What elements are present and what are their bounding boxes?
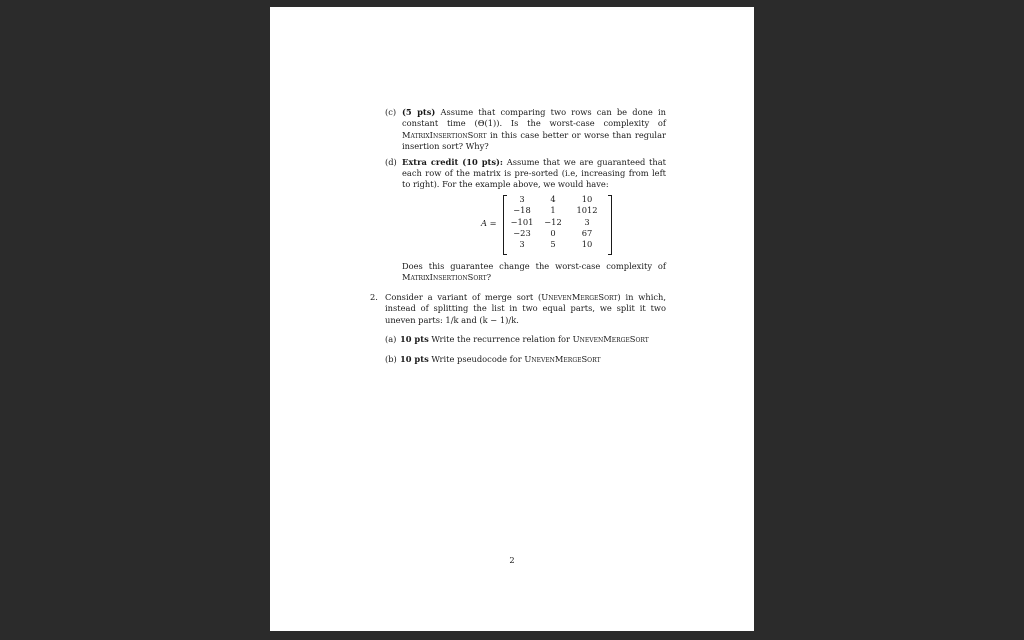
problem-2-part-b-label: (b) — [385, 354, 397, 365]
part-d-points: Extra credit (10 pts): — [402, 156, 503, 167]
page-content — [370, 107, 666, 374]
matrix-display — [402, 194, 666, 256]
part-d-text — [402, 157, 666, 191]
problem-2-label: 2. — [370, 291, 378, 302]
part-d-body: Assume that we are guaranteed that each row of the matrix is pre-sorted (i.e, increasing from left to right). For the example above, we would have: — [402, 156, 666, 190]
part-d-question: Does this guarantee change the worst-case complexity of MatrixInsertionSort? — [402, 260, 666, 283]
part-c — [370, 107, 666, 153]
matrix-row — [506, 194, 606, 205]
matrix-right-bracket — [608, 195, 612, 255]
matrix-cell: −101 — [510, 216, 534, 227]
matrix-cell: 3 — [584, 216, 590, 227]
matrix-cell: −23 — [513, 228, 531, 239]
matrix-cell: 3 — [519, 239, 525, 250]
matrix-cell: 5 — [550, 239, 556, 250]
matrix-cell: 67 — [581, 228, 593, 239]
matrix-cell: 4 — [550, 193, 556, 204]
document-page — [270, 7, 754, 631]
matrix-cell: −18 — [513, 205, 531, 216]
matrix-label: A = — [481, 217, 497, 228]
problem-2 — [370, 292, 666, 326]
problem-2-part-b — [370, 354, 666, 365]
matrix-cell: 10 — [581, 193, 593, 204]
matrix-cell: 0 — [550, 228, 556, 239]
page-number: 2 — [509, 555, 515, 565]
part-c-points: (5 pts) — [402, 107, 436, 117]
matrix-row — [506, 217, 606, 228]
matrix-cell: 3 — [519, 193, 525, 204]
part-d — [370, 157, 666, 284]
part-c-label: (c) — [385, 107, 397, 117]
matrix-row — [506, 205, 606, 216]
matrix-cell: 10 — [581, 239, 593, 250]
problem-2-part-b-text: 10 pts Write pseudocode for UnevenMergeSort — [400, 354, 601, 365]
part-c-text-2: in this case better or worse than regular insertion sort? Why? — [402, 129, 666, 152]
problem-2-algo: UnevenMergeSort — [541, 291, 618, 302]
part-c-text — [402, 107, 666, 153]
part-d-label: (d) — [385, 156, 397, 167]
problem-2-part-a-text: 10 pts Write the recurrence relation for UnevenMergeSort — [400, 334, 649, 345]
matrix-row — [506, 228, 606, 239]
part-c-algo: MatrixInsertionSort — [402, 129, 487, 140]
matrix-table — [506, 194, 606, 251]
problem-2-text: Consider a variant of merge sort (UnevenMergeSort) in which, instead of splitting the list in two equal parts, we split it two uneven parts: 1/k and (k − 1)/k. — [385, 291, 666, 325]
part-d-question-algo: MatrixInsertionSort — [402, 272, 487, 283]
part-c-text-1: Assume that comparing two rows can be done in constant time (Θ(1)). Is the worst-case complexity of — [402, 107, 666, 129]
problem-2-part-a — [370, 334, 666, 345]
matrix-cell: 1012 — [576, 205, 598, 216]
matrix-cell: 1 — [550, 205, 556, 216]
problem-2-part-a-label: (a) — [385, 334, 397, 345]
matrix-row — [506, 239, 606, 250]
matrix-cell: −12 — [544, 216, 562, 227]
